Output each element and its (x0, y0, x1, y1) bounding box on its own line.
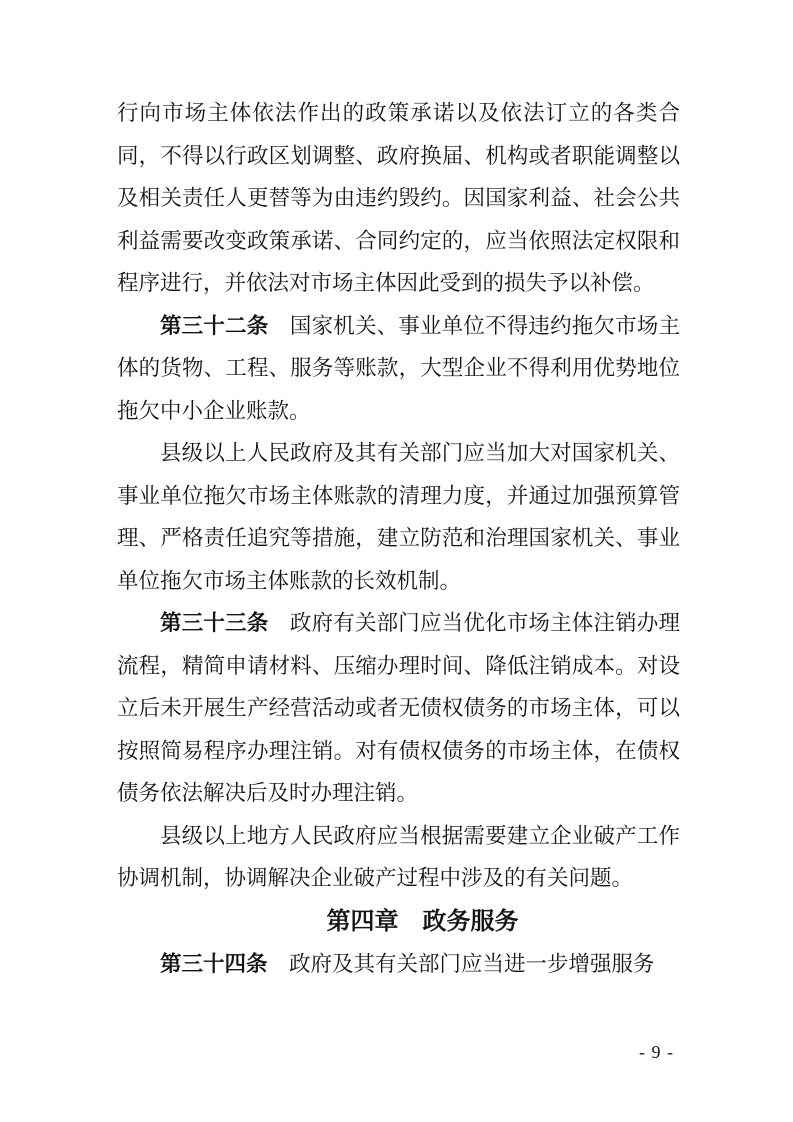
article-number: 第三十二条 (160, 313, 269, 338)
article-number: 第三十四条 (160, 951, 268, 976)
paragraph-text: 县级以上地方人民政府应当根据需要建立企业破产工作协调机制，协调解决企业破产过程中涉及的有关问题。 (117, 823, 680, 890)
body-paragraph (117, 92, 680, 305)
article-paragraph (117, 943, 680, 986)
page-number: - 9 - (639, 1042, 674, 1062)
body-paragraph (117, 432, 680, 602)
paragraph-text: 国家机关、事业单位不得违约拖欠市场主体的货物、工程、服务等账款，大型企业不得利用优势地位拖欠中小企业账款。 (117, 313, 680, 423)
article-number: 第三十三条 (160, 611, 269, 635)
paragraph-text: 政府及其有关部门应当进一步增强服务 (289, 951, 655, 976)
paragraph-text: 行向市场主体依法作出的政策承诺以及依法订立的各类合同，不得以行政区划调整、政府换届、机构或者职能调整以及相关责任人更替等为由违约毁约。因国家利益、社会公共利益需要改变政策承诺、合同约定的，应当依照法定权限和程序进行，并依法对市场主体因此受到的损失予以补偿。 (117, 101, 680, 295)
chapter-heading (117, 900, 680, 943)
article-paragraph (117, 305, 680, 433)
document-text-block (117, 92, 680, 985)
chapter-title: 政务服务 (422, 907, 519, 935)
article-paragraph (117, 602, 680, 815)
chapter-number: 第四章 (326, 907, 399, 935)
paragraph-text: 政府有关部门应当优化市场主体注销办理流程，精简申请材料、压缩办理时间、降低注销成本。对设立后未开展生产经营活动或者无债权债务的市场主体，可以按照简易程序办理注销。对有债权债务的市场主体，在债权债务依法解决后及时办理注销。 (117, 611, 680, 805)
paragraph-text: 县级以上人民政府及其有关部门应当加大对国家机关、事业单位拖欠市场主体账款的清理力度，并通过加强预算管理、严格责任追究等措施，建立防范和治理国家机关、事业单位拖欠市场主体账款的长效机制。 (117, 441, 680, 593)
body-paragraph (117, 815, 680, 900)
